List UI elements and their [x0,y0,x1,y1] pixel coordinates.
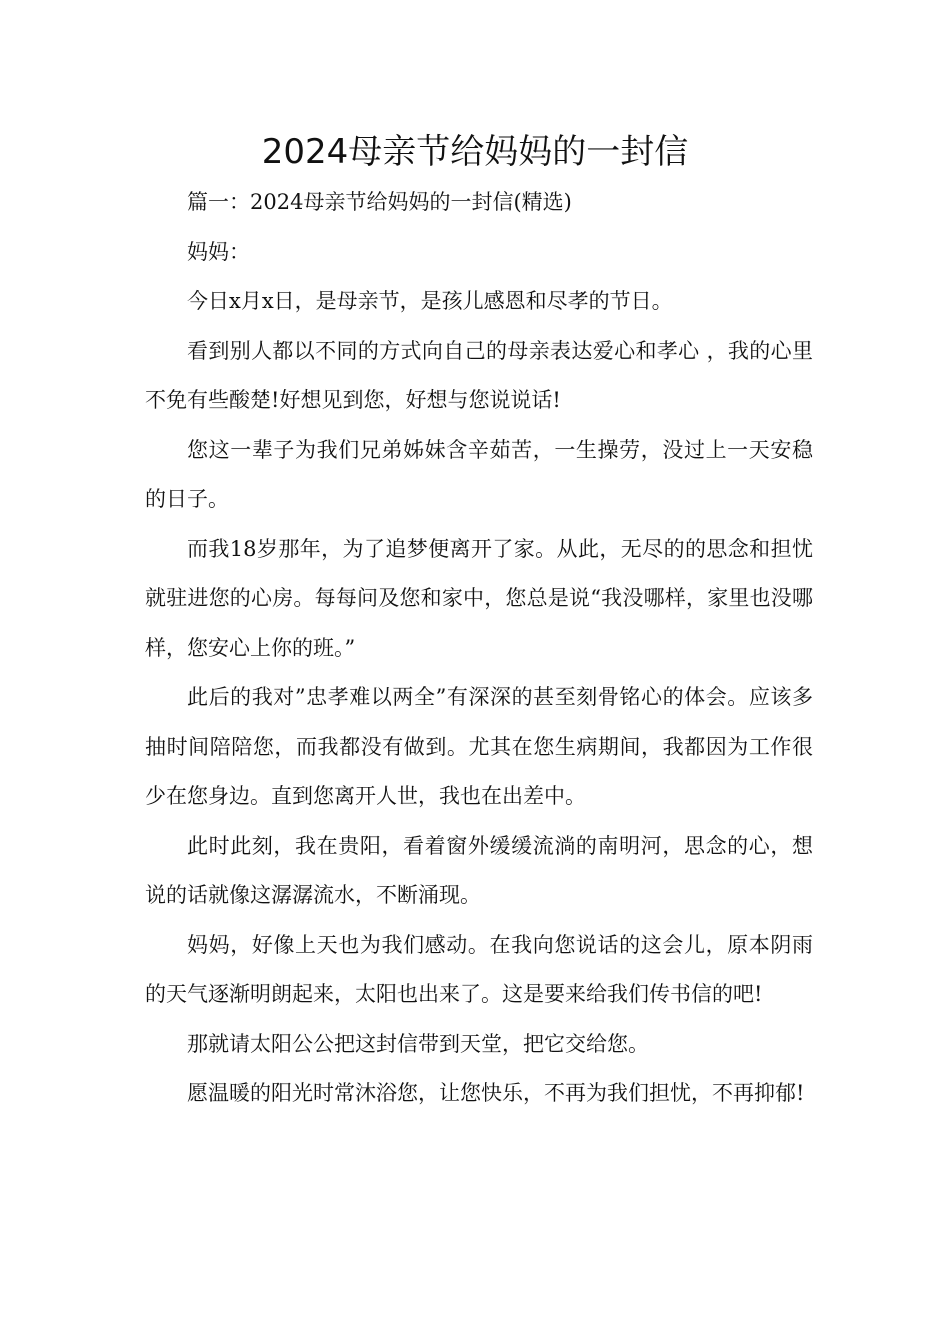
paragraph: 妈妈，好像上天也为我们感动。在我向您说话的这会儿，原本阴雨的天气逐渐明朗起来，太阳也出来了。这是要来给我们传书信的吧! [145,932,813,1006]
document-title: 2024母亲节给妈妈的一封信 [261,132,689,172]
paragraph: 此后的我对”忠孝难以两全”有深深的甚至刻骨铭心的体会。应该多抽时间陪陪您，而我都没有做到。尤其在您生病期间，我都因为工作很少在您身边。直到您离开人世，我也在出差中。 [145,685,813,808]
paragraph: 您这一辈子为我们兄弟姊妹含辛茹苦，一生操劳，没过上一天安稳的日子。 [145,437,813,511]
paragraph: 而我18岁那年，为了追梦便离开了家。从此，无尽的的思念和担忧就驻进您的心房。每每问及您和家中，您总是说“我没哪样，家里也没哪样，您安心上你的班。” [145,536,813,660]
paragraph: 看到别人都以不同的方式向自己的母亲表达爱心和孝心 ，我的心里不免有些酸楚!好想见到您，好想与您说说话! [145,338,813,412]
paragraph: 今日x月x日，是母亲节，是孩儿感恩和尽孝的节日。 [187,289,673,313]
paragraph: 此时此刻，我在贵阳，看着窗外缓缓流淌的南明河，思念的心，想说的话就像这潺潺流水，不断涌现。 [145,833,813,907]
document-body [145,178,813,1119]
paragraph: 愿温暖的阳光时常沐浴您，让您快乐，不再为我们担忧，不再抑郁! [187,1081,805,1105]
paragraph-salutation: 妈妈： [187,239,250,264]
paragraph-subtitle: 篇一：2024母亲节给妈妈的一封信(精选) [187,190,572,214]
paragraph: 那就请太阳公公把这封信带到天堂，把它交给您。 [187,1031,649,1056]
